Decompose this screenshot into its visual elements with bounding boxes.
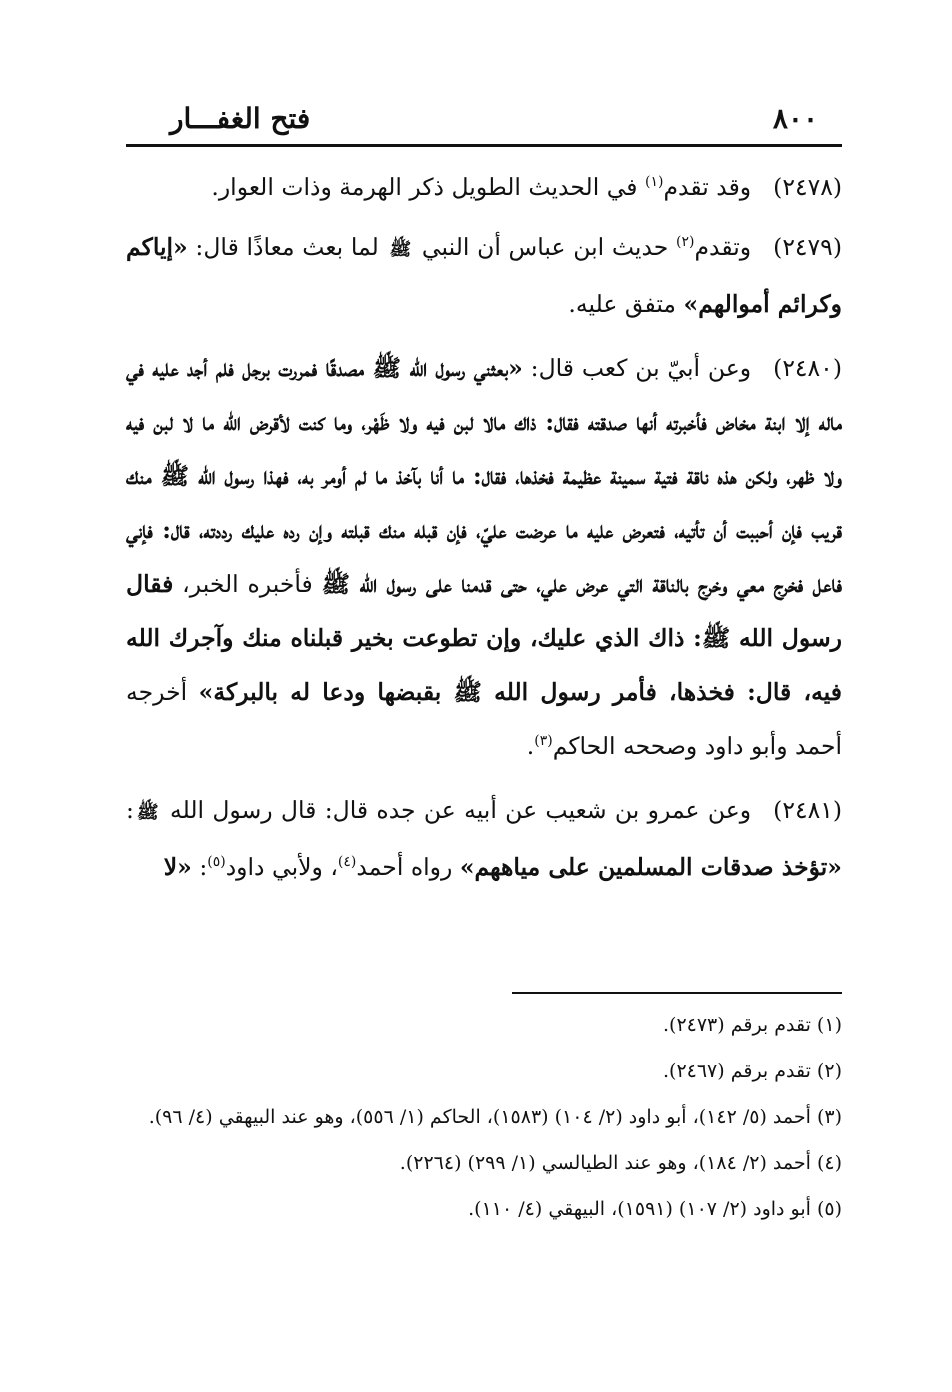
hadith-number: (٢٤٨٠) [773, 354, 842, 382]
footnote-ref: (٣) [534, 733, 553, 750]
hadith-quote: «إياكم وكرائم أموالهم» [126, 233, 842, 318]
hadith-text: وتقدم [694, 233, 752, 261]
hadith-text: : [191, 853, 208, 881]
hadith-text: حديث ابن عباس أن النبي [414, 233, 676, 261]
footnote-1: (١) تقدم برقم (٢٤٧٣). [662, 1014, 842, 1036]
salawat-glyph: ﷺ [389, 239, 412, 260]
footnote-rule [512, 992, 842, 994]
hadith-quote: فقال رسول الله ﷺ: ذاك الذي عليك، وإن تطوعت بخير قبلناه منك وآجرك الله فيه، قال: فخذها، فأمر رسول الله ﷺ بقبضها ودعا له بالبركة» [126, 570, 842, 706]
hadith-text: لما بعث معاذًا قال: [187, 233, 387, 261]
footnote-3: (٣) أحمد (٥/ ١٤٢)، أبو داود (٢/ ١٠٤) (١٥٨٣)، الحاكم (١/ ٥٥٦)، وهو عند البيهقي (٤/ ٩٦). [148, 1106, 842, 1128]
hadith-text: . [526, 732, 535, 760]
footnote-ref: (٤) [337, 854, 357, 871]
footnote-ref: (٥) [207, 854, 226, 871]
hadith-number: (٢٤٧٩) [773, 233, 842, 261]
hadith-number: (٢٤٨١) [773, 796, 842, 824]
hadith-text: وعن عمرو بن شعيب عن أبيه عن جده قال: قال رسول الله [161, 796, 752, 824]
hadith-2480 [126, 341, 842, 773]
hadith-quote: «تؤخذ صدقات المسلمين على مياههم» [459, 853, 842, 881]
hadith-quote: «لا [163, 853, 192, 881]
footnote-5: (٥) أبو داود (٢/ ١٠٧) (١٥٩١)، البيهقي (٤/ ١١٠). [468, 1198, 842, 1220]
hadith-number: (٢٤٧٨) [773, 173, 842, 201]
hadith-2481 [126, 783, 842, 894]
page-number: ٨٠٠ [772, 102, 818, 135]
footnote-2: (٢) تقدم برقم (٢٤٦٧). [662, 1060, 842, 1082]
book-title: فتح الغفـــار [170, 102, 311, 135]
footnote-ref: (٢) [676, 234, 695, 251]
hadith-2478 [126, 160, 842, 214]
hadith-text: : [126, 796, 134, 824]
page-header [126, 100, 842, 144]
main-text [126, 160, 842, 904]
footnote-4: (٤) أحمد (٢/ ١٨٤)، وهو عند الطيالسي (١/ ٢٩٩) (٢٢٦٤). [399, 1152, 842, 1174]
hadith-text: أخرجه أحمد وأبو داود وصححه الحاكم [126, 678, 842, 760]
hadith-text: فأخبره الخبر، [173, 570, 322, 598]
footnote-ref: (١) [644, 174, 664, 191]
hadith-text: في الحديث الطويل ذكر الهرمة وذات العوار. [211, 173, 645, 201]
hadith-text: رواه أحمد [356, 853, 460, 881]
hadith-text: وقد تقدم [663, 173, 752, 201]
hadith-quote: «بعثني رسول الله ﷺ مصدقًا فمررت برجل فلم أجد عليه في ماله إلا ابنة مخاض فأخبرته أنها صدقته فقال: ذاك مالا لبن فيه ولا ظَهْر، وما كنت لأقرض الله ما لا لبن فيه ولا ظهر، ولكن هذه ناقة فتية سمينة عظيمة فخذها، فقال: ما أنا بآخذ ما لم أومر به، فهذا رسول الله ﷺ منك قريب فإن أحببت أن تأتيه، فتعرض عليه ما عرضت عليّ، فإن قبله منك قبلته وإن رده عليك رددته، قال: فإني فاعل فخرج معي وخرج بالناقة التي عرض علي، حتى قدمنا على رسول الله ﷺ [126, 354, 842, 598]
hadith-text: وعن أبيّ بن كعب قال: [522, 354, 752, 382]
footnotes [126, 1006, 842, 1236]
hadith-text: متفق عليه. [568, 290, 684, 318]
salawat-glyph: ﷺ [136, 802, 159, 823]
hadith-2479 [126, 220, 842, 331]
hadith-text: ، ولأبي داود [225, 853, 338, 881]
header-rule [126, 144, 842, 147]
